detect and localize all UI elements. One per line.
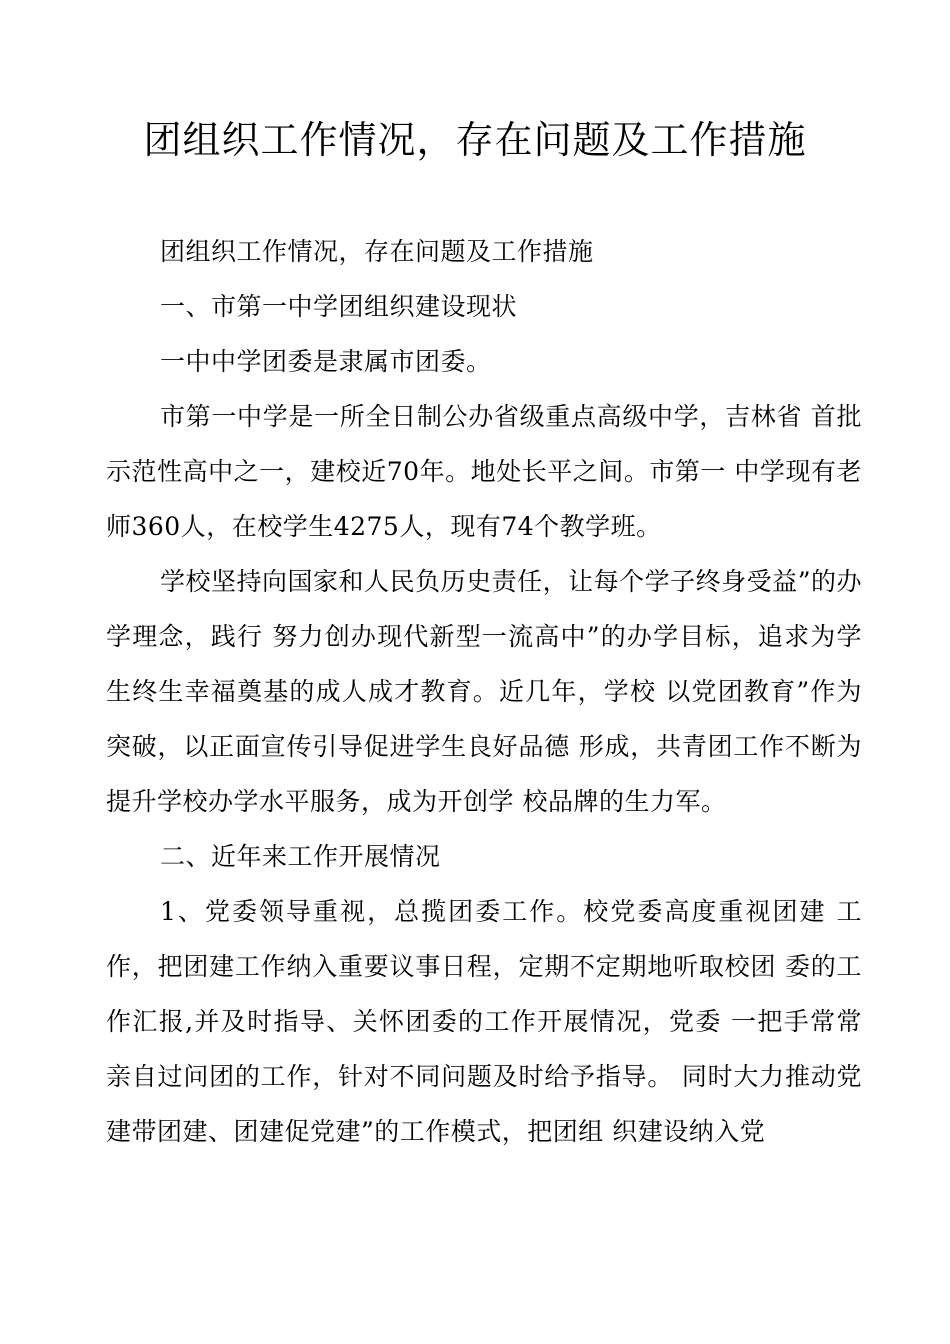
- paragraph: 市第一中学是一所全日制公办省级重点高级中学，吉林省 首批示范性高中之一，建校近70年。地处长平之间。市第一 中学现有老师360人，在校学生4275人，现有74个教学班。: [106, 402, 862, 541]
- paragraph-heading: 团组织工作情况，存在问题及工作措施: [160, 237, 594, 266]
- paragraph: 1、党委领导重视，总揽团委工作。校党委高度重视团建 工作，把团建工作纳入重要议事日程，定期不定期地听取校团 委的工作汇报,并及时指导、关怀团委的工作开展情况，党委 一把手常常亲自过问团的工作，针对不同问题及时给予指导。 同时大力推动党建带团建、团建促党建”的工作模式，把团组 织建设纳入党: [106, 897, 862, 1146]
- section-heading-2: 二、近年来工作开展情况: [160, 842, 441, 871]
- paragraph: 学校坚持向国家和人民负历史责任，让每个学子终身受益”的办学理念，践行 努力创办现代新型一流高中”的办学目标，追求为学生终生幸福奠基的成人成才教育。近几年，学校 以党团教育”作为突破，以正面宣传引导促进学生良好品德 形成，共青团工作不断为提升学校办学水平服务，成为开创学 校品牌的生力军。: [106, 567, 862, 816]
- document-title: 团组织工作情况，存在问题及工作措施: [143, 118, 807, 162]
- section-heading-1: 一、市第一中学团组织建设现状: [160, 292, 518, 321]
- paragraph: 一中中学团委是隶属市团委。: [160, 347, 492, 376]
- document-body: [106, 224, 862, 1159]
